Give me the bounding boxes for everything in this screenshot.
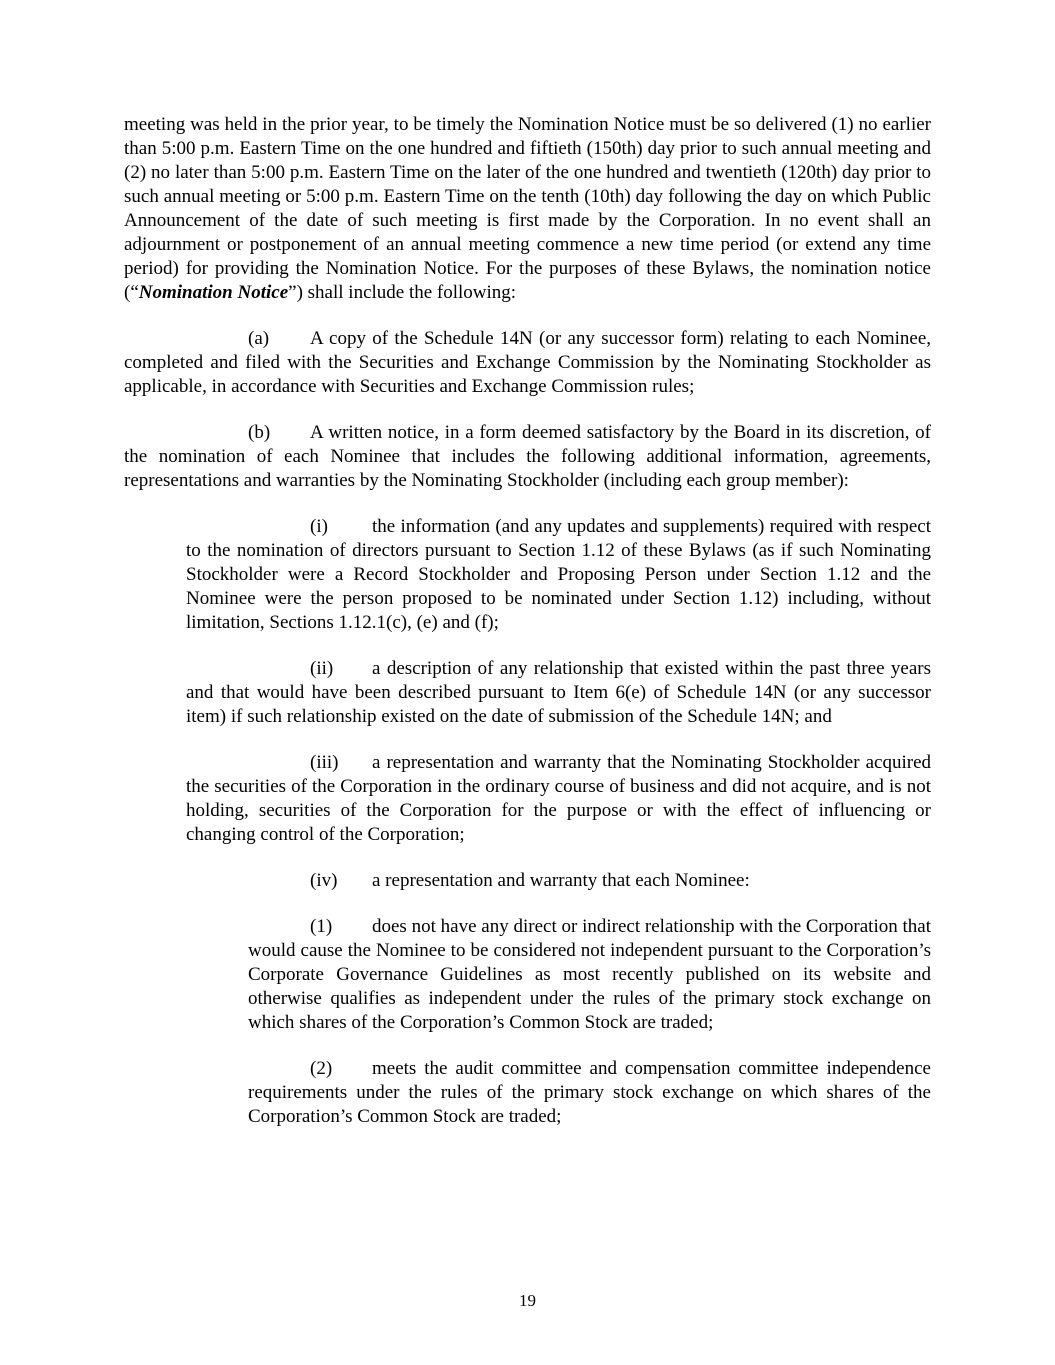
clause-a-text: A copy of the Schedule 14N (or any successor form) relating to each Nominee, completed and filed with the Securities and Exchange Commission by the Nominating Stockholder as applicable, in accordance with Securities and Exchange Commission rules; <box>124 328 931 397</box>
clause-b-text: A written notice, in a form deemed satisfactory by the Board in its discretion, of the nomination of each Nominee that includes the following additional information, agreements, representations and warranties by the Nominating Stockholder (including each group member): <box>124 422 931 491</box>
clause-a <box>124 327 931 399</box>
sub-clause-iii-text: a representation and warranty that the Nominating Stockholder acquired the securities of the Corporation in the ordinary course of business and did not acquire, and is not holding, securities of the Corporation for the purpose or with the effect of influencing or changing control of the Corporation; <box>186 752 931 845</box>
sub-clause-iv-text: a representation and warranty that each Nominee: <box>372 870 750 891</box>
item-1-text: does not have any direct or indirect relationship with the Corporation that would cause the Nominee to be considered not independent pursuant to the Corporation’s Corporate Governance Guidelines as most recently published on its website and otherwise qualifies as independent under the rules of the primary stock exchange on which shares of the Corporation’s Common Stock are traded; <box>248 916 931 1033</box>
sub-clause-i-label: (i) <box>310 516 328 537</box>
sub-clause-ii-label: (ii) <box>310 658 334 679</box>
item-2 <box>248 1057 931 1129</box>
intro-text-end: ”) shall include the following: <box>288 282 517 303</box>
sub-clause-iii-label: (iii) <box>310 752 339 773</box>
sub-clause-iv-label: (iv) <box>310 870 338 891</box>
sub-clause-ii <box>186 657 931 729</box>
sub-clause-i-text: the information (and any updates and supplements) required with respect to the nomination of directors pursuant to Section 1.12 of these Bylaws (as if such Nominating Stockholder were a Record Stockholder and Proposing Person under Section 1.12 and the Nominee were the person proposed to be nominated under Section 1.12) including, without limitation, Sections 1.12.1(c), (e) and (f); <box>186 516 931 633</box>
item-1 <box>248 915 931 1035</box>
defined-term: Nomination Notice <box>138 282 289 303</box>
sub-clause-i <box>186 515 931 635</box>
item-2-text: meets the audit committee and compensation committee independence requirements under the rules of the primary stock exchange on which shares of the Corporation’s Common Stock are traded; <box>248 1058 931 1127</box>
page-number: 19 <box>519 1291 536 1310</box>
sub-clause-ii-text: a description of any relationship that existed within the past three years and that would have been described pursuant to Item 6(e) of Schedule 14N (or any successor item) if such relationship existed on the date of submission of the Schedule 14N; and <box>186 658 931 727</box>
intro-paragraph <box>124 113 931 305</box>
item-2-label: (2) <box>310 1058 333 1079</box>
clause-b <box>124 421 931 493</box>
sub-clause-iv <box>186 869 931 893</box>
document-body <box>124 113 931 1151</box>
clause-a-label: (a) <box>248 328 270 349</box>
sub-clause-iii <box>186 751 931 847</box>
clause-b-label: (b) <box>248 422 271 443</box>
intro-text: meeting was held in the prior year, to be timely the Nomination Notice must be so delivered (1) no earlier than 5:00 p.m. Eastern Time on the one hundred and fiftieth (150th) day prior to such annual meeting and (2) no later than 5:00 p.m. Eastern Time on the later of the one hundred and twentieth (120th) day prior to such annual meeting or 5:00 p.m. Eastern Time on the tenth (10th) day following the day on which Public Announcement of the date of such meeting is first made by the Corporation. In no event shall an adjournment or postponement of an annual meeting commence a new time period (or extend any time period) for providing the Nomination Notice. For the purposes of these Bylaws, the nomination notice (“ <box>124 114 931 303</box>
item-1-label: (1) <box>310 916 333 937</box>
